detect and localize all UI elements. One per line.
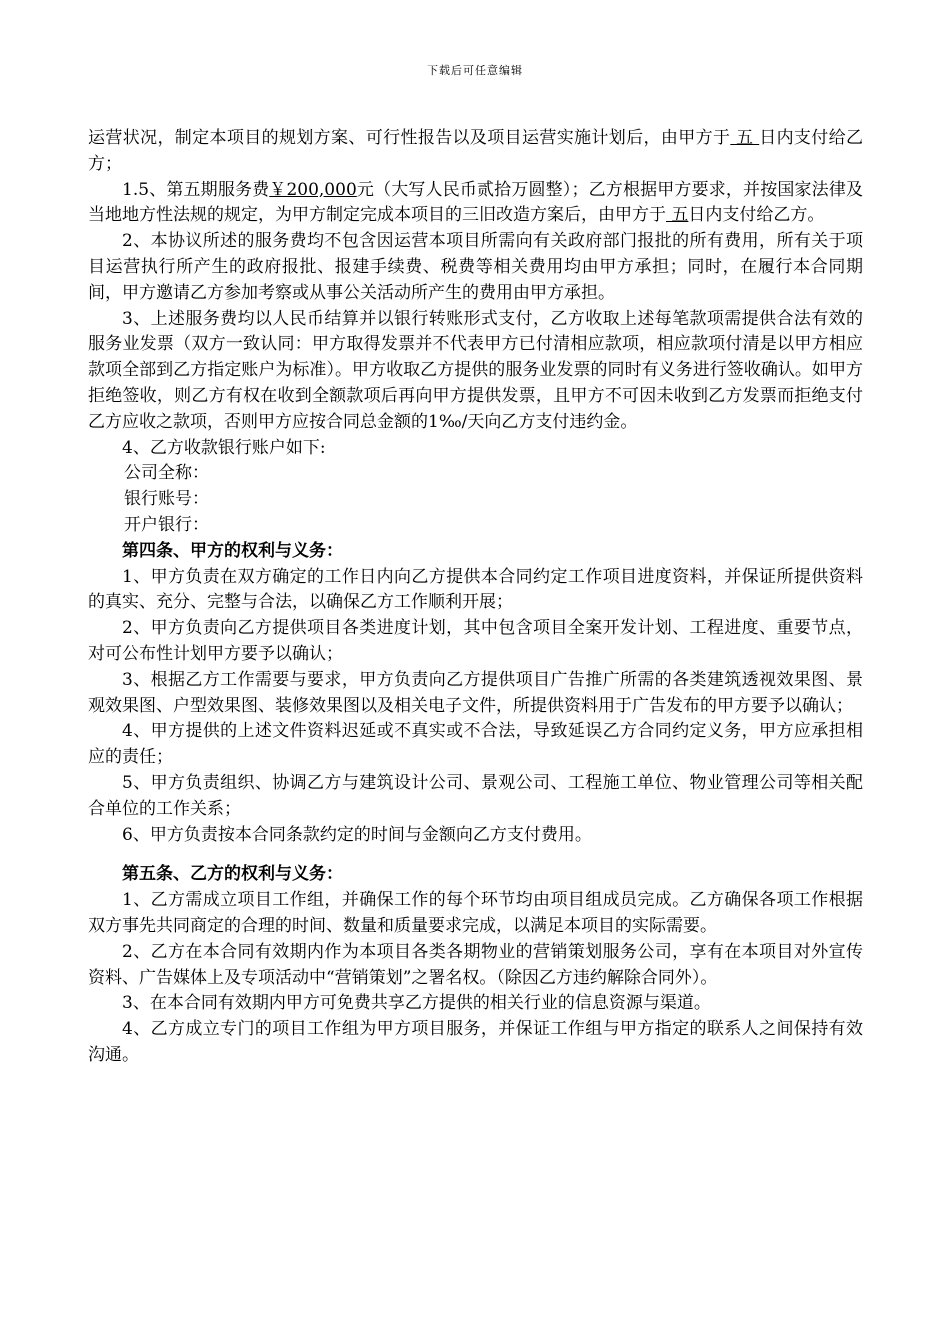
payment-clause-continuation <box>88 126 863 178</box>
article-4-item: 3、根据乙方工作需要与要求，甲方负责向乙方提供项目广告推广所需的各类建筑透视效果图、景观效果图、户型效果图、装修效果图以及相关电子文件，所提供资料用于广告发布的甲方要予以确认； <box>88 669 863 716</box>
days-underlined: 五 <box>730 128 760 148</box>
fee-exclusion-clause: 2、本协议所述的服务费均不包含因运营本项目所需向有关政府部门报批的所有费用，所有关于项目运营执行所产生的政府报批、报建手续费、税费等相关费用均由甲方承担；同时，在履行本合同期间，甲方邀请乙方参加考察或从事公关活动所产生的费用由甲方承担。 <box>88 231 863 303</box>
article-5-title: 第五条、乙方的权利与义务： <box>122 864 343 885</box>
account-field-number: 银行账号： <box>124 489 209 510</box>
bank-account-intro: 4、乙方收款银行账户如下: <box>122 437 326 458</box>
contract-body <box>88 126 863 1069</box>
page-header-note: 下载后可任意编辑 <box>427 64 523 77</box>
amount-underlined: ￥200,000 <box>269 179 357 200</box>
days-underlined: 五 <box>666 205 689 226</box>
article-5-item: 2、乙方在本合同有效期内作为本项目各类各期物业的营销策划服务公司，享有在本项目对外宣传资料、广告媒体上及专项活动中“营销策划”之署名权。（除因乙方违约解除合同外）。 <box>88 941 863 988</box>
article-4-item: 5、甲方负责组织、协调乙方与建筑设计公司、景观公司、工程施工单位、物业管理公司等相关配合单位的工作关系； <box>88 772 863 819</box>
article-5-item: 4、乙方成立专门的项目工作组为甲方项目服务，并保证工作组与甲方指定的联系人之间保持有效沟通。 <box>88 1019 863 1065</box>
article-5-item: 1、乙方需成立项目工作组，并确保工作的每个环节均由项目组成员完成。乙方确保各项工作根据双方事先共同商定的合理的时间、数量和质量要求完成，以满足本项目的实际需要。 <box>88 890 863 936</box>
article-4-item: 2、甲方负责向乙方提供项目各类进度计划，其中包含项目全案开发计划、工程进度、重要节点，对可公布性计划甲方要予以确认； <box>88 618 863 664</box>
article-4-title: 第四条、甲方的权利与义务： <box>122 540 343 561</box>
clause-text: 日内支付给乙方； <box>88 128 864 174</box>
clause-text: 元（大写人民币贰拾万圆整）；乙方根据甲方要求，并按国家法律及当地地方性法规的规定，为甲方制定完成本项目的三旧改造方案后，由甲方于 <box>88 179 863 226</box>
article-4-item: 1、甲方负责在双方确定的工作日内向乙方提供本合同约定工作项目进度资料，并保证所提供资料的真实、充分、完整与合法，以确保乙方工作顺利开展； <box>88 566 863 613</box>
clause-text: 1.5、第五期服务费 <box>122 179 270 200</box>
account-field-bank: 开户银行： <box>124 514 209 535</box>
account-field-company: 公司全称： <box>124 463 209 484</box>
settlement-clause: 3、上述服务费均以人民币结算并以银行转账形式支付，乙方收取上述每笔款项需提供合法有效的服务业发票（双方一致认同：甲方取得发票并不代表甲方已付清相应款项，相应款项付清是以甲方相应款项全部到乙方指定账户为标准）。甲方收取乙方提供的服务业发票的同时有义务进行签收确认。如甲方拒绝签收，则乙方有权在收到全额款项后再向甲方提供发票，且甲方不可因未收到乙方发票而拒绝支付乙方应收之款项，否则甲方应按合同总金额的1‰/天向乙方支付违约金。 <box>88 308 863 432</box>
article-4-item: 4、甲方提供的上述文件资料迟延或不真实或不合法，导致延误乙方合同约定义务，甲方应承担相应的责任； <box>88 721 863 768</box>
payment-clause-1-5 <box>88 178 863 230</box>
article-4-item: 6、甲方负责按本合同条款约定的时间与金额向乙方支付费用。 <box>122 824 592 845</box>
clause-text: 日内支付给乙方。 <box>688 205 825 226</box>
clause-text: 运营状况，制定本项目的规划方案、可行性报告以及项目运营实施计划后，由甲方于 <box>88 128 731 148</box>
article-5-item: 3、在本合同有效期内甲方可免费共享乙方提供的相关行业的信息资源与渠道。 <box>122 993 711 1014</box>
